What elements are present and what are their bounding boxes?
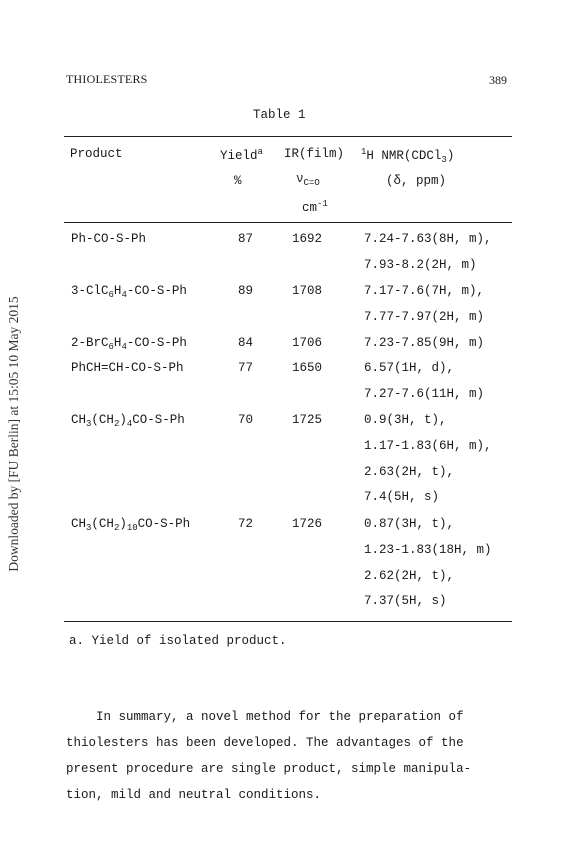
header-nmr-sub: 3 (441, 155, 447, 165)
nmr-line: 0.87(3H, t), (364, 517, 455, 531)
nmr-line: 7.17-7.6(7H, m), (364, 284, 485, 298)
product-text: H (113, 336, 122, 350)
header-yield (220, 147, 263, 163)
page-number: 389 (489, 73, 507, 87)
header-ir-unit (302, 199, 328, 215)
header-ir-symbol (296, 172, 320, 188)
cell-nmr (364, 232, 492, 284)
cell-nmr (364, 361, 484, 413)
header-ir-unit-exp: -1 (317, 199, 328, 209)
cell-product (71, 232, 146, 246)
header-ir-sub: C=O (303, 178, 320, 188)
product-subscript: 10 (126, 523, 138, 533)
nmr-line: 7.77-7.97(2H, m) (364, 309, 485, 324)
product-text: -CO-S-Ph (126, 284, 187, 298)
nmr-line: 1.23-1.83(18H, m) (364, 542, 492, 557)
summary-line: thiolesters has been developed. The advantages of the (66, 736, 464, 750)
cell-nmr (364, 336, 484, 362)
product-subscript: 2 (113, 419, 120, 429)
cell-yield: 87 (238, 232, 254, 246)
cell-yield: 84 (238, 336, 254, 350)
cell-nmr (364, 517, 492, 620)
header-nmr-label: H NMR(CDCl (366, 149, 442, 163)
nmr-line: 6.57(1H, d), (364, 361, 455, 375)
summary-line: present procedure are single product, simple manipula- (66, 762, 472, 776)
product-text: CO-S-Ph (137, 517, 191, 531)
cell-nmr (364, 284, 484, 336)
cell-ir: 1692 (292, 232, 323, 246)
product-subscript: 3 (86, 523, 92, 533)
header-ir-unit-base: cm (302, 201, 318, 215)
nmr-line: 2.62(2H, t), (364, 568, 455, 583)
summary-paragraph (66, 704, 506, 808)
cell-product (71, 413, 185, 429)
header-nmr-unit: (δ, ppm) (386, 174, 447, 188)
product-text: (CH (91, 517, 114, 531)
product-text: -CO-S-Ph (126, 336, 187, 350)
nmr-line: 7.24-7.63(8H, m), (364, 232, 492, 246)
nmr-line: 7.23-7.85(9H, m) (364, 336, 485, 350)
header-yield-unit: % (234, 174, 242, 188)
product-text: CH (71, 413, 87, 427)
cell-ir: 1725 (292, 413, 323, 427)
cell-ir: 1706 (292, 336, 323, 350)
nmr-line: 0.9(3H, t), (364, 413, 447, 427)
product-subscript: 2 (113, 523, 120, 533)
product-subscript: 3 (86, 419, 92, 429)
product-text: 3-ClC (71, 284, 109, 298)
product-subscript: 4 (121, 290, 127, 300)
product-subscript: 6 (108, 290, 114, 300)
nmr-line: 2.63(2H, t), (364, 464, 455, 479)
cell-ir: 1650 (292, 361, 323, 375)
cell-ir: 1726 (292, 517, 323, 531)
download-watermark: Downloaded by [FU Berlin] at 15:05 10 May 2015 (6, 296, 21, 572)
header-yield-footnote-mark: a (257, 147, 263, 157)
product-subscript: 4 (121, 342, 127, 352)
nmr-line: 7.4(5H, s) (364, 490, 440, 505)
header-product: Product (70, 147, 123, 161)
table-caption: Table 1 (253, 108, 306, 122)
cell-product (71, 517, 190, 533)
cell-yield: 72 (238, 517, 254, 531)
cell-ir: 1708 (292, 284, 323, 298)
table-footnote: a. Yield of isolated product. (69, 634, 287, 648)
table-top-rule (64, 136, 512, 137)
cell-yield: 77 (238, 361, 254, 375)
product-text: CO-S-Ph (132, 413, 185, 427)
header-yield-label: Yield (220, 149, 258, 163)
product-text: PhCH=CH-CO-S-Ph (71, 361, 184, 375)
table-header-rule (64, 222, 512, 223)
cell-nmr (364, 413, 492, 516)
cell-yield: 89 (238, 284, 254, 298)
header-nmr-isotope: 1 (361, 147, 367, 157)
summary-line: In summary, a novel method for the preparation of (66, 710, 464, 724)
table-bottom-rule (64, 621, 512, 622)
nmr-line: 7.93-8.2(2H, m) (364, 257, 477, 272)
product-text: Ph-CO-S-Ph (71, 232, 147, 246)
header-ir: IR(film) (284, 147, 345, 161)
cell-product (71, 284, 187, 300)
product-text: 2-BrC (71, 336, 109, 350)
nmr-line: 7.37(5H, s) (364, 594, 447, 609)
product-text: H (113, 284, 122, 298)
cell-yield: 70 (238, 413, 254, 427)
nmr-line: 7.27-7.6(11H, m) (364, 386, 485, 401)
header-ir-nu: ν (296, 172, 304, 186)
running-head: THIOLESTERS (66, 72, 148, 86)
cell-product (71, 361, 184, 375)
product-subscript: 4 (126, 419, 133, 429)
product-subscript: 6 (108, 342, 114, 352)
header-nmr-close: ) (446, 149, 455, 163)
cell-product (71, 336, 187, 352)
product-text: ) (119, 517, 127, 531)
product-text: (CH (91, 413, 114, 427)
product-text: CH (71, 517, 87, 531)
product-text: ) (119, 413, 127, 427)
summary-line: tion, mild and neutral conditions. (66, 788, 322, 802)
nmr-line: 1.17-1.83(6H, m), (364, 438, 492, 453)
header-nmr (361, 147, 454, 165)
